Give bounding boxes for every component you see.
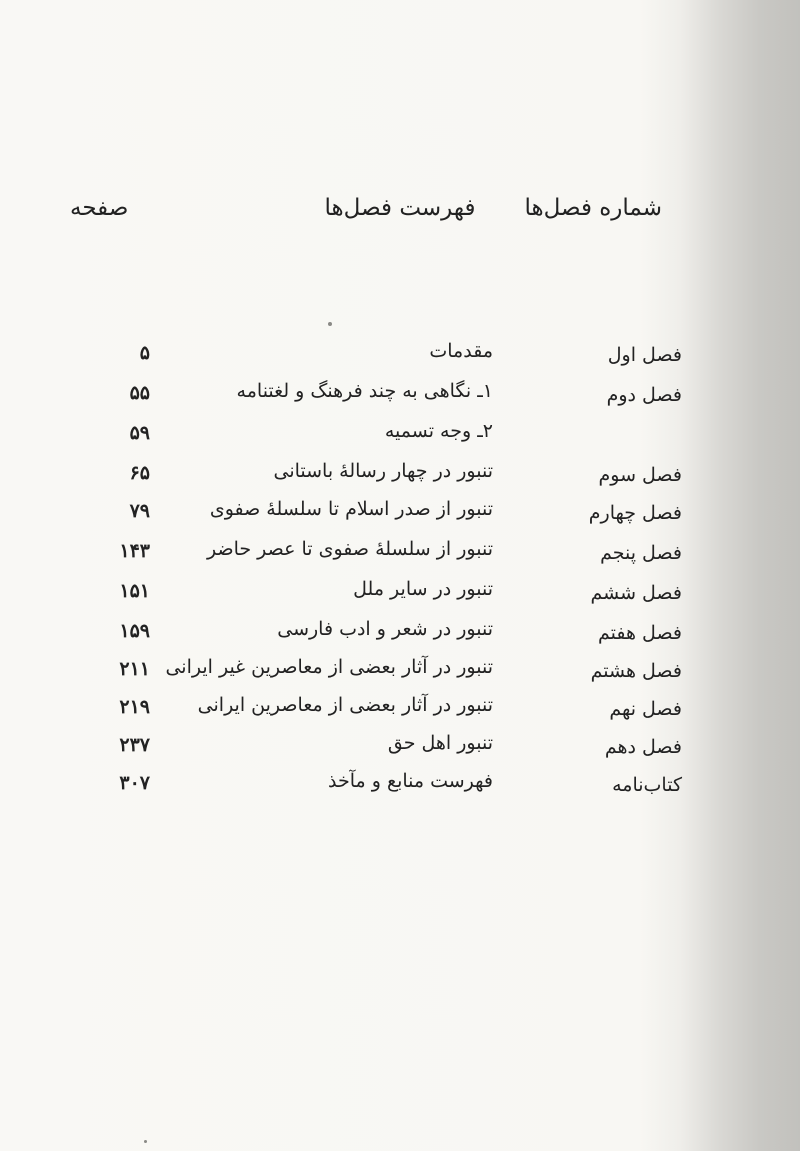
page-number: ۵ bbox=[139, 342, 150, 364]
table-row bbox=[0, 380, 800, 416]
chapter-label: فصل پنجم bbox=[600, 542, 682, 564]
page-number: ۱۵۱ bbox=[119, 580, 150, 602]
chapter-label: کتاب‌نامه bbox=[612, 774, 682, 796]
table-row bbox=[0, 538, 800, 574]
table-row bbox=[0, 498, 800, 534]
chapter-label: فصل دهم bbox=[604, 736, 682, 758]
paper-speck bbox=[144, 1140, 147, 1143]
page-number: ۵۵ bbox=[129, 382, 150, 404]
page-number: ۲۳۷ bbox=[119, 734, 150, 756]
chapter-label: فصل هشتم bbox=[590, 660, 682, 682]
chapter-title: فهرست منابع و مآخذ bbox=[328, 770, 493, 792]
chapter-title: مقدمات bbox=[429, 340, 493, 362]
chapter-label: فصل نهم bbox=[609, 698, 682, 720]
contents-heading: فهرست فصل‌ها bbox=[324, 195, 476, 221]
chapter-number-heading: شماره فصل‌ها bbox=[524, 195, 662, 221]
chapter-label: فصل دوم bbox=[606, 384, 682, 406]
page-number: ۷۹ bbox=[129, 500, 150, 522]
table-row bbox=[0, 618, 800, 654]
chapter-title: ۱ـ نگاهی به چند فرهنگ و لغتنامه bbox=[236, 380, 493, 402]
page-number: ۵۹ bbox=[129, 422, 150, 444]
table-row bbox=[0, 770, 800, 806]
paper-speck bbox=[328, 322, 332, 326]
chapter-title: تنبور در آثار بعضی از معاصرین غیر ایرانی bbox=[165, 656, 493, 678]
page-number: ۶۵ bbox=[129, 462, 150, 484]
chapter-label: فصل اول bbox=[607, 344, 682, 366]
chapter-label: فصل ششم bbox=[590, 582, 682, 604]
chapter-title: تنبور در شعر و ادب فارسی bbox=[277, 618, 493, 640]
chapter-title: تنبور از صدر اسلام تا سلسلهٔ صفوی bbox=[209, 498, 493, 520]
chapter-title: تنبور در چهار رسالهٔ باستانی bbox=[273, 460, 493, 482]
table-row bbox=[0, 656, 800, 692]
page-number: ۲۱۹ bbox=[119, 696, 150, 718]
chapter-title: ۲ـ وجه تسمیه bbox=[384, 420, 493, 442]
table-row bbox=[0, 578, 800, 614]
table-row bbox=[0, 460, 800, 496]
chapter-title: تنبور از سلسلهٔ صفوی تا عصر حاضر bbox=[206, 538, 493, 560]
table-row bbox=[0, 420, 800, 456]
chapter-label: فصل هفتم bbox=[598, 622, 682, 644]
table-row bbox=[0, 694, 800, 730]
chapter-label: فصل سوم bbox=[598, 464, 682, 486]
page-number: ۱۴۳ bbox=[119, 540, 150, 562]
page-heading: صفحه bbox=[70, 195, 129, 221]
chapter-title: تنبور اهل حق bbox=[387, 732, 493, 754]
table-row bbox=[0, 732, 800, 768]
chapter-title: تنبور در آثار بعضی از معاصرین ایرانی bbox=[197, 694, 493, 716]
page-number: ۱۵۹ bbox=[119, 620, 150, 642]
chapter-title: تنبور در سایر ملل bbox=[353, 578, 493, 600]
chapter-label: فصل چهارم bbox=[588, 502, 682, 524]
table-row bbox=[0, 340, 800, 376]
page-number: ۳۰۷ bbox=[119, 772, 150, 794]
page-number: ۲۱۱ bbox=[119, 658, 150, 680]
